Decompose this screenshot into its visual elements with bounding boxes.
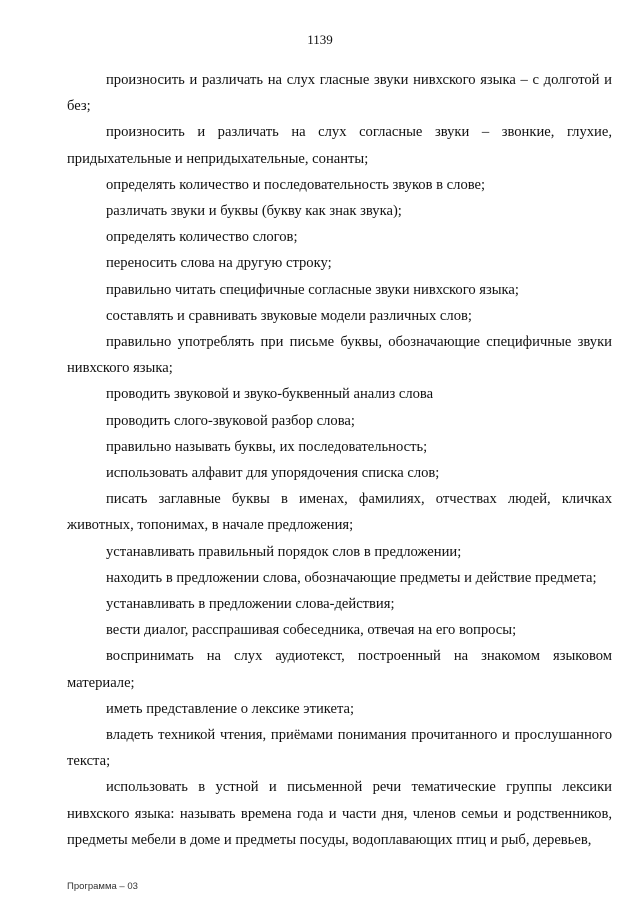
paragraph: устанавливать в предложении слова-действия; bbox=[106, 596, 395, 613]
paragraph: использовать алфавит для упорядочения списка слов; bbox=[106, 465, 440, 482]
paragraph: правильно читать специфичные согласные звуки нивхского языка; bbox=[106, 281, 519, 298]
footer-label: Программа – 03 bbox=[67, 881, 138, 892]
paragraph: воспринимать на слух аудиотекст, построенный на знакомом языковом материале; bbox=[67, 648, 612, 691]
paragraph: писать заглавные буквы в именах, фамилиях, отчествах людей, кличках животных, топонимах, в начале предложения; bbox=[67, 491, 612, 534]
paragraph: находить в предложении слова, обозначающие предметы и действие предмета; bbox=[106, 569, 597, 586]
page-number: 1139 bbox=[307, 32, 333, 47]
paragraph: проводить слого-звуковой разбор слова; bbox=[106, 412, 355, 429]
paragraph: правильно употреблять при письме буквы, обозначающие специфичные звуки нивхского языка; bbox=[67, 334, 612, 377]
paragraph: различать звуки и буквы (букву как знак звука); bbox=[106, 203, 402, 220]
paragraph: вести диалог, расспрашивая собеседника, отвечая на его вопросы; bbox=[106, 622, 517, 639]
paragraph: иметь представление о лексике этикета; bbox=[106, 700, 355, 717]
paragraph: определять количество и последовательность звуков в слове; bbox=[106, 176, 486, 193]
paragraph: произносить и различать на слух гласные звуки нивхского языка – с долготой и без; bbox=[67, 72, 612, 115]
paragraph: правильно называть буквы, их последовательность; bbox=[106, 438, 428, 455]
paragraph: переносить слова на другую строку; bbox=[106, 255, 332, 272]
paragraph: проводить звуковой и звуко-буквенный анализ слова bbox=[106, 386, 434, 403]
paragraph: составлять и сравнивать звуковые модели различных слов; bbox=[106, 307, 472, 324]
paragraph: использовать в устной и письменной речи тематические группы лексики нивхского языка: называть времена года и части дня, членов семьи и родственников, предметы мебели в доме и предметы посуды, водоплавающих птиц и рыб, деревьев, bbox=[67, 779, 612, 848]
paragraph: произносить и различать на слух согласные звуки – звонкие, глухие, придыхательные и непридыхательные, сонанты; bbox=[67, 124, 612, 167]
paragraph: владеть техникой чтения, приёмами понимания прочитанного и прослушанного текста; bbox=[67, 727, 612, 770]
paragraph: устанавливать правильный порядок слов в предложении; bbox=[106, 543, 462, 560]
document-body bbox=[67, 67, 612, 853]
paragraph: определять количество слогов; bbox=[106, 229, 298, 246]
